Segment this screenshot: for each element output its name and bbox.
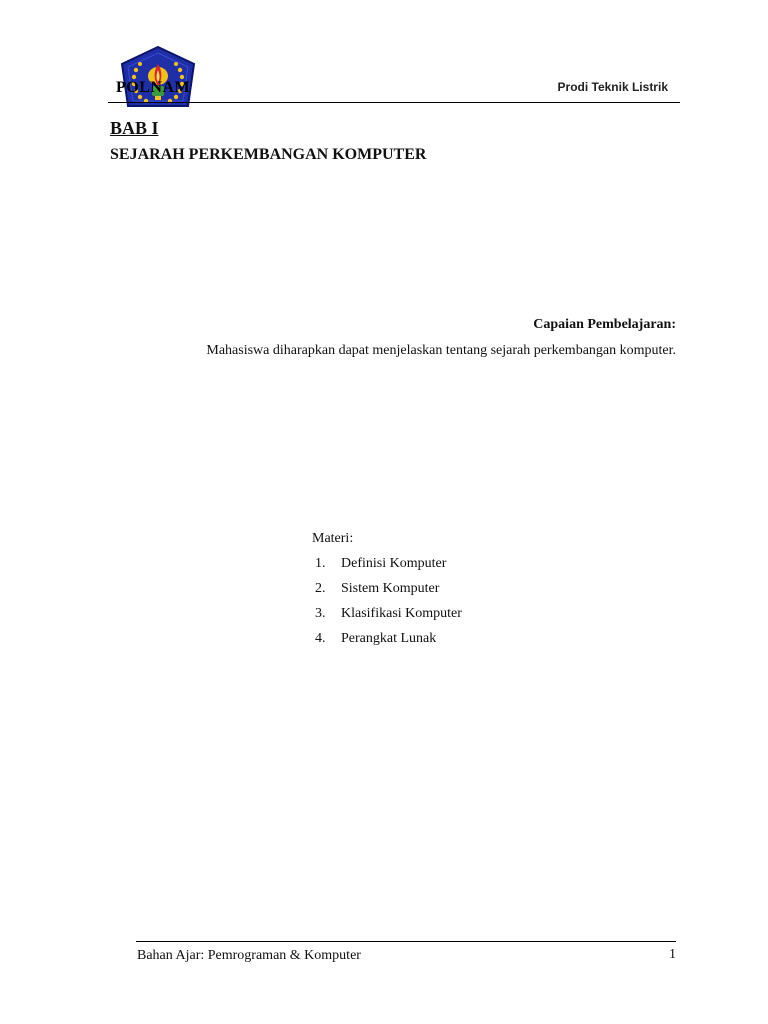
- list-item: [312, 555, 462, 580]
- list-item-number: 3.: [315, 606, 326, 621]
- learning-outcome-heading: Capaian Pembelajaran:: [533, 317, 676, 332]
- materials-list: [312, 555, 462, 655]
- list-item-number: 4.: [315, 631, 326, 646]
- list-item-text: Definisi Komputer: [341, 556, 447, 571]
- list-item-text: Klasifikasi Komputer: [341, 606, 462, 621]
- list-item: [312, 580, 462, 605]
- list-item-number: 2.: [315, 581, 326, 596]
- list-item: [312, 605, 462, 630]
- page-number: 1: [669, 947, 676, 962]
- footer-divider: [136, 941, 676, 942]
- list-item: [312, 630, 462, 655]
- chapter-title: SEJARAH PERKEMBANGAN KOMPUTER: [110, 146, 427, 163]
- list-item-text: Sistem Komputer: [341, 581, 440, 596]
- institution-name: POLNAM: [116, 79, 191, 96]
- learning-outcome-text: Mahasiswa diharapkan dapat menjelaskan tentang sejarah perkembangan komputer.: [206, 343, 676, 358]
- header-divider: [108, 102, 680, 103]
- department-name: Prodi Teknik Listrik: [557, 80, 668, 94]
- chapter-number: BAB I: [110, 118, 159, 138]
- list-item-number: 1.: [315, 556, 326, 571]
- footer-title: Bahan Ajar: Pemrograman & Komputer: [137, 948, 361, 963]
- materials-section: [312, 531, 462, 655]
- list-item-text: Perangkat Lunak: [341, 631, 437, 646]
- materials-label: Materi:: [312, 531, 354, 546]
